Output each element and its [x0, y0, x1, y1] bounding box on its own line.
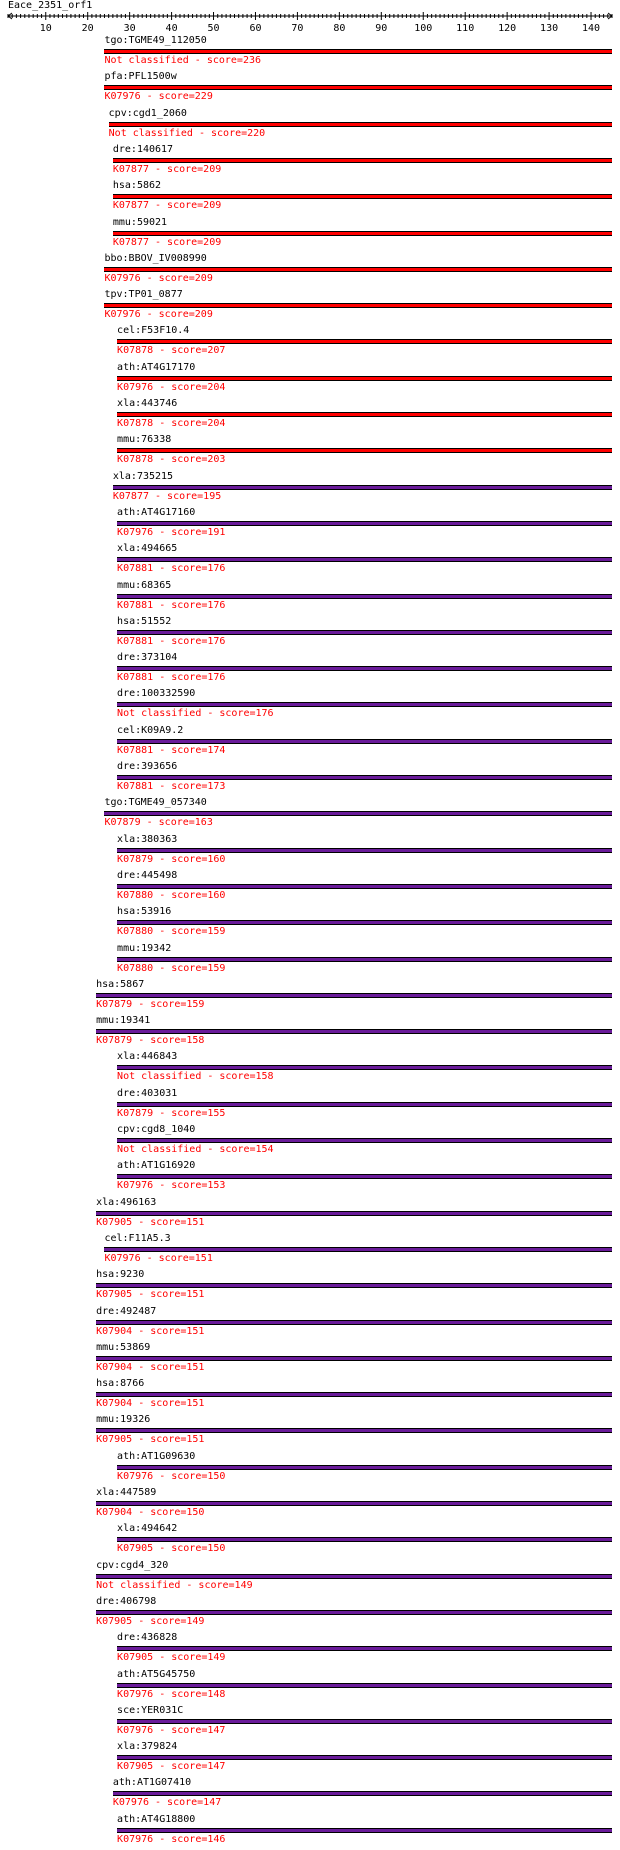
hit-alignment-bar[interactable]	[96, 1610, 612, 1615]
hit-name-link[interactable]: hsa:51552	[117, 615, 172, 627]
hit-name-link[interactable]: xla:443746	[117, 398, 178, 409]
hit-alignment-bar[interactable]	[117, 666, 612, 671]
hit-score-label: K07976 - score=146	[117, 1833, 226, 1845]
hit-row[interactable]	[0, 725, 620, 761]
hit-row[interactable]	[0, 398, 620, 434]
hit-alignment-bar[interactable]	[117, 594, 612, 599]
hit-row[interactable]	[0, 797, 620, 833]
hit-name-link[interactable]: hsa:8766	[96, 1378, 145, 1390]
hit-alignment-bar[interactable]	[96, 993, 612, 998]
hit-name-link[interactable]: cpv:cgd4_320	[96, 1559, 169, 1571]
hit-alignment-bar[interactable]	[117, 1683, 612, 1688]
ruler-tick-label: 30	[123, 23, 136, 34]
hit-row[interactable]	[0, 1088, 620, 1124]
hit-score-label: K07877 - score=209	[112, 163, 222, 175]
hit-row[interactable]	[0, 1015, 620, 1051]
hit-row[interactable]	[0, 507, 620, 543]
hit-alignment-bar[interactable]	[117, 702, 612, 707]
hit-name-link[interactable]: mmu:76338	[117, 434, 172, 446]
hit-name-link[interactable]: bbo:BBOV_IV008990	[104, 252, 207, 264]
hit-name-link[interactable]: ath:AT4G17170	[117, 361, 196, 373]
hit-score-label: K07904 - score=151	[96, 1361, 205, 1373]
hit-alignment-bar[interactable]	[117, 884, 612, 889]
hit-name-link[interactable]: xla:494642	[117, 1523, 178, 1535]
hit-row[interactable]	[0, 325, 620, 361]
hit-alignment-bar[interactable]	[117, 630, 612, 635]
hit-row[interactable]	[0, 616, 620, 652]
hit-score-label: K07976 - score=147	[117, 1724, 226, 1736]
hit-score-label: K07905 - score=147	[117, 1761, 226, 1773]
hit-alignment-bar[interactable]	[117, 848, 612, 853]
hit-score-label: K07976 - score=209	[104, 309, 213, 321]
hit-name-link[interactable]: xla:496163	[96, 1196, 157, 1208]
hit-score-label: K07881 - score=173	[117, 781, 226, 792]
hit-name-link[interactable]: sce:YER031C	[117, 1704, 184, 1716]
hit-alignment-bar[interactable]	[96, 1428, 612, 1433]
hit-row[interactable]	[0, 35, 620, 71]
hit-alignment-bar[interactable]	[117, 1719, 612, 1724]
hit-name-link[interactable]: xla:446843	[117, 1051, 178, 1063]
hit-name-link[interactable]: cel:F53F10.4	[117, 325, 190, 337]
hit-row[interactable]	[0, 1560, 620, 1596]
hit-row[interactable]	[0, 1632, 620, 1668]
ruler-tick-label: 10	[39, 23, 52, 34]
ruler-tick-label: 120	[498, 23, 517, 34]
hit-alignment-bar[interactable]	[104, 303, 612, 308]
hit-alignment-bar[interactable]	[109, 122, 612, 127]
hit-name-link[interactable]: mmu:59021	[112, 216, 168, 228]
hit-name-link[interactable]: xla:447589	[96, 1487, 157, 1498]
hit-name-link[interactable]: hsa:53916	[117, 906, 172, 918]
hit-score-label: K07879 - score=163	[104, 817, 213, 829]
hit-score-label: K07976 - score=148	[117, 1688, 226, 1700]
hit-alignment-bar[interactable]	[113, 158, 612, 163]
hit-score-label: K07976 - score=151	[104, 1252, 213, 1264]
hit-row[interactable]	[0, 108, 620, 144]
hit-row[interactable]	[0, 180, 620, 216]
hit-alignment-bar[interactable]	[96, 1574, 612, 1579]
hit-alignment-bar[interactable]	[113, 485, 612, 490]
hit-alignment-bar[interactable]	[117, 521, 612, 526]
hit-score-label: K07881 - score=176	[117, 635, 226, 647]
hit-row[interactable]	[0, 1705, 620, 1741]
hit-row[interactable]	[0, 253, 620, 289]
hit-score-label: K07976 - score=153	[117, 1180, 226, 1192]
hit-row[interactable]	[0, 471, 620, 507]
hit-score-label: Not classified - score=154	[117, 1144, 274, 1155]
hit-score-label: K07976 - score=209	[104, 272, 213, 284]
hit-row[interactable]	[0, 1342, 620, 1378]
hit-score-label: K07904 - score=151	[96, 1325, 205, 1337]
hit-row[interactable]	[0, 1741, 620, 1777]
hit-alignment-bar[interactable]	[117, 376, 612, 381]
hit-score-label: K07905 - score=150	[117, 1543, 226, 1555]
page-title: Eace_2351_orf1	[8, 0, 93, 11]
hit-name-link[interactable]: dre:436828	[117, 1632, 178, 1644]
ruler-tick-label: 130	[540, 23, 559, 34]
hit-score-label: K07878 - score=207	[117, 345, 226, 357]
hit-score-label: K07905 - score=149	[117, 1652, 226, 1664]
hit-row[interactable]	[0, 688, 620, 724]
hit-row[interactable]	[0, 1160, 620, 1196]
hit-name-link[interactable]: mmu:19341	[96, 1015, 151, 1027]
hit-score-label: K07877 - score=195	[112, 490, 222, 502]
hit-score-label: K07881 - score=174	[117, 744, 226, 756]
hit-name-link[interactable]: xla:494665	[117, 543, 178, 555]
hit-row[interactable]	[0, 906, 620, 942]
hit-score-label: K07905 - score=151	[96, 1216, 205, 1228]
hit-name-link[interactable]: dre:140617	[112, 143, 174, 155]
hit-alignment-bar[interactable]	[96, 1283, 612, 1288]
hit-name-link[interactable]: dre:100332590	[117, 688, 196, 700]
hit-row[interactable]	[0, 1233, 620, 1269]
hit-score-label: K07976 - score=147	[112, 1797, 222, 1809]
hit-row[interactable]	[0, 1378, 620, 1414]
hit-score-label: K07976 - score=229	[104, 91, 213, 103]
hit-name-link[interactable]: hsa:5867	[96, 978, 145, 990]
hit-score-label: K07904 - score=150	[96, 1507, 205, 1518]
ruler-tick-label: 20	[81, 23, 94, 34]
hit-alignment-bar[interactable]	[104, 267, 612, 272]
hit-alignment-bar[interactable]	[96, 1501, 612, 1506]
hit-score-label: Not classified - score=176	[117, 708, 274, 720]
hit-name-link[interactable]: dre:492487	[96, 1305, 157, 1317]
hit-row[interactable]	[0, 1596, 620, 1632]
hit-score-label: K07880 - score=159	[117, 962, 226, 974]
position-ruler	[0, 11, 620, 35]
hit-score-label: K07976 - score=191	[117, 526, 226, 538]
hit-alignment-bar[interactable]	[96, 1320, 612, 1325]
hit-alignment-bar[interactable]	[104, 49, 612, 54]
hit-row[interactable]	[0, 834, 620, 870]
hit-row[interactable]	[0, 144, 620, 180]
hit-row[interactable]	[0, 1306, 620, 1342]
hit-score-label: Not classified - score=158	[117, 1071, 274, 1083]
hit-name-link[interactable]: mmu:19342	[117, 942, 172, 954]
hit-name-link[interactable]: ath:AT1G09630	[117, 1450, 196, 1462]
hit-alignment-bar[interactable]	[96, 1392, 612, 1397]
hit-name-link[interactable]: pfa:PFL1500w	[104, 71, 177, 83]
hit-name-link[interactable]: ath:AT4G18800	[117, 1813, 196, 1825]
hit-row[interactable]	[0, 870, 620, 906]
hit-alignment-bar[interactable]	[117, 448, 612, 453]
hit-score-label: K07905 - score=151	[96, 1289, 205, 1301]
hit-alignment-bar[interactable]	[117, 957, 612, 962]
hit-row[interactable]	[0, 1777, 620, 1813]
hit-score-label: K07878 - score=204	[117, 418, 226, 429]
hit-name-link[interactable]: cpv:cgd1_2060	[108, 107, 187, 119]
hit-name-link[interactable]: tgo:TGME49_057340	[104, 797, 207, 809]
ruler-tick-label: 100	[414, 23, 433, 34]
ruler-tick-label: 40	[165, 23, 178, 34]
hit-row[interactable]	[0, 71, 620, 107]
hit-name-link[interactable]: ath:AT1G07410	[112, 1777, 192, 1789]
hit-alignment-bar[interactable]	[113, 1791, 612, 1796]
hit-alignment-bar[interactable]	[117, 339, 612, 344]
hit-name-link[interactable]: ath:AT4G17160	[117, 506, 196, 518]
hit-score-label: Not classified - score=220	[108, 127, 266, 139]
hit-row[interactable]	[0, 543, 620, 579]
hit-alignment-bar[interactable]	[96, 1029, 612, 1034]
hit-alignment-bar[interactable]	[117, 1755, 612, 1760]
hit-row[interactable]	[0, 434, 620, 470]
hit-row[interactable]	[0, 761, 620, 797]
hit-name-link[interactable]: tpv:TP01_0877	[104, 289, 183, 301]
hit-alignment-bar[interactable]	[117, 1646, 612, 1651]
hit-alignment-bar[interactable]	[117, 412, 612, 417]
hit-name-link[interactable]: xla:735215	[112, 470, 174, 482]
hit-alignment-bar[interactable]	[117, 920, 612, 925]
hit-score-label: Not classified - score=236	[104, 55, 262, 66]
hit-name-link[interactable]: dre:393656	[117, 761, 178, 772]
hit-name-link[interactable]: xla:380363	[117, 833, 178, 845]
hit-row[interactable]	[0, 1414, 620, 1450]
hit-score-label: K07976 - score=150	[117, 1470, 226, 1482]
hit-name-link[interactable]: mmu:19326	[96, 1414, 151, 1426]
hit-row[interactable]	[0, 1523, 620, 1559]
ruler-tick-label: 140	[581, 23, 601, 34]
hit-score-label: K07880 - score=160	[117, 889, 226, 901]
hit-name-link[interactable]: mmu:53869	[96, 1341, 151, 1353]
hit-alignment-bar[interactable]	[96, 1211, 612, 1216]
hit-row[interactable]	[0, 362, 620, 398]
hit-name-link[interactable]: dre:373104	[117, 652, 178, 664]
hit-alignment-bar[interactable]	[104, 1247, 612, 1252]
hit-name-link[interactable]: cpv:cgd8_1040	[117, 1124, 196, 1135]
hit-score-label: K07877 - score=209	[112, 236, 222, 248]
hit-row[interactable]	[0, 1124, 620, 1160]
hit-alignment-bar[interactable]	[117, 775, 612, 780]
hit-row[interactable]	[0, 1269, 620, 1305]
hit-row[interactable]	[0, 1451, 620, 1487]
hit-alignment-bar[interactable]	[113, 231, 612, 236]
hit-alignment-bar[interactable]	[104, 85, 612, 90]
hit-score-label: K07878 - score=203	[117, 454, 226, 466]
hit-name-link[interactable]: dre:445498	[117, 869, 178, 881]
hit-row[interactable]	[0, 1487, 620, 1523]
hit-score-label: K07904 - score=151	[96, 1398, 205, 1410]
ruler-tick-label: 110	[456, 23, 475, 34]
hit-name-link[interactable]: xla:379824	[117, 1741, 178, 1753]
hit-score-label: K07905 - score=151	[96, 1434, 205, 1446]
hit-row[interactable]	[0, 1051, 620, 1087]
hit-alignment-bar[interactable]	[117, 1102, 612, 1107]
hit-name-link[interactable]: hsa:9230	[96, 1269, 145, 1281]
hit-score-label: K07880 - score=159	[117, 926, 226, 938]
hit-name-link[interactable]: cel:F11A5.3	[104, 1232, 171, 1244]
hit-row[interactable]	[0, 1814, 620, 1850]
hit-score-label: K07877 - score=209	[112, 200, 222, 212]
hit-alignment-bar[interactable]	[96, 1356, 612, 1361]
hit-score-label: K07879 - score=158	[96, 1035, 205, 1047]
hit-row[interactable]	[0, 1669, 620, 1705]
ruler-tick-label: 50	[207, 23, 220, 34]
hit-score-label: K07879 - score=159	[96, 998, 205, 1010]
hit-row[interactable]	[0, 652, 620, 688]
ruler-tick-label: 70	[291, 23, 304, 34]
hit-row[interactable]	[0, 943, 620, 979]
hit-alignment-bar[interactable]	[113, 194, 612, 199]
ruler-tick-label: 80	[333, 23, 346, 34]
hit-name-link[interactable]: dre:406798	[96, 1595, 157, 1607]
hit-score-label: K07976 - score=204	[117, 381, 226, 393]
hit-score-label: K07879 - score=155	[117, 1107, 226, 1119]
hit-alignment-bar[interactable]	[104, 811, 612, 816]
hit-score-label: K07905 - score=149	[96, 1615, 205, 1627]
hit-name-link[interactable]: tgo:TGME49_112050	[104, 35, 207, 46]
hit-name-link[interactable]: ath:AT5G45750	[117, 1668, 196, 1680]
hit-row[interactable]	[0, 217, 620, 253]
hit-score-label: K07881 - score=176	[117, 563, 226, 575]
hit-score-label: K07881 - score=176	[117, 672, 226, 684]
hit-score-label: K07881 - score=176	[117, 599, 226, 611]
hit-name-link[interactable]: hsa:5862	[112, 180, 162, 192]
hit-alignment-bar[interactable]	[117, 1465, 612, 1470]
hit-alignment-bar[interactable]	[117, 1537, 612, 1542]
hit-row[interactable]	[0, 979, 620, 1015]
hit-name-link[interactable]: cel:K09A9.2	[117, 724, 184, 736]
ruler-tick-label: 90	[375, 23, 388, 34]
hit-name-link[interactable]: dre:403031	[117, 1087, 178, 1099]
hit-alignment-bar[interactable]	[117, 557, 612, 562]
hit-alignment-bar[interactable]	[117, 1065, 612, 1070]
hit-row[interactable]	[0, 1197, 620, 1233]
hit-row[interactable]	[0, 289, 620, 325]
hit-name-link[interactable]: mmu:68365	[117, 579, 172, 591]
hit-alignment-bar[interactable]	[117, 1138, 612, 1143]
ruler-tick-label: 60	[249, 23, 262, 34]
hit-row[interactable]	[0, 580, 620, 616]
hit-name-link[interactable]: ath:AT1G16920	[117, 1160, 196, 1172]
hit-score-label: K07879 - score=160	[117, 853, 226, 865]
hit-alignment-bar[interactable]	[117, 1174, 612, 1179]
hit-score-label: Not classified - score=149	[96, 1579, 253, 1591]
hit-alignment-bar[interactable]	[117, 739, 612, 744]
hit-alignment-bar[interactable]	[117, 1828, 612, 1833]
